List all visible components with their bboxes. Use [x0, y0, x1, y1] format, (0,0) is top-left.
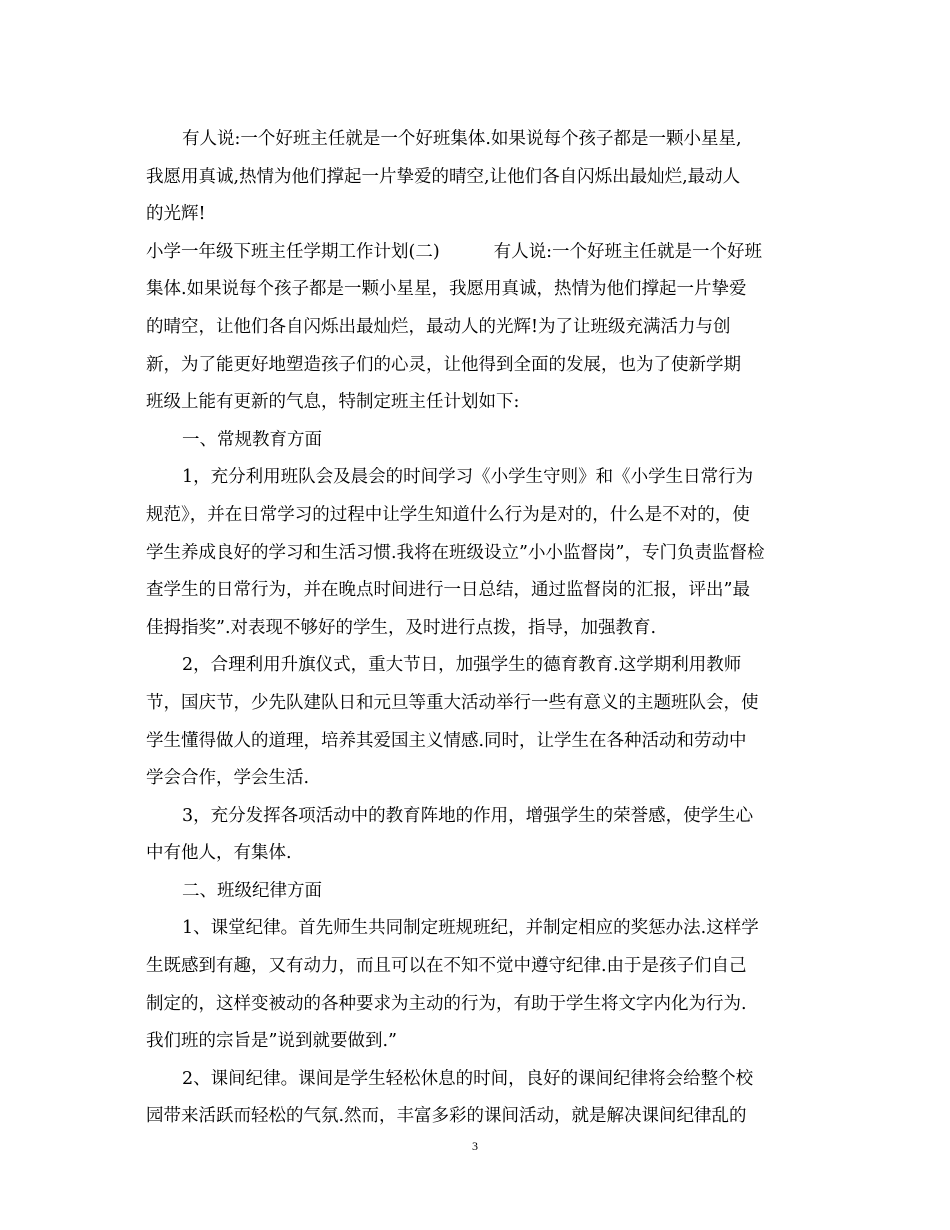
- page-number: 3: [472, 1139, 478, 1153]
- text-line-with-title: [146, 234, 812, 272]
- text-line: 2、课间纪律。课间是学生轻松休息的时间，良好的课间纪律将会给整个校: [182, 1068, 754, 1089]
- text-line: 查学生的日常行为，并在晚点时间进行一日总结，通过监督岗的汇报，评出”最: [146, 580, 750, 601]
- text-line: 集体.如果说每个孩子都是一颗小星星，我愿用真诚，热情为他们撑起一片挚爱: [146, 279, 747, 300]
- text-line: 规范》，并在日常学习的过程中让学生知道什么行为是对的，什么是不对的，使: [146, 504, 750, 525]
- text-line: 学生养成良好的学习和生活习惯.我将在班级设立”小小监督岗”，专门负责监督检: [146, 542, 765, 563]
- text-line: 2，合理利用升旗仪式，重大节日，加强学生的德育教育.这学期利用教师: [182, 655, 742, 676]
- text-fragment: 有人说:一个好班主任就是一个好班: [493, 241, 763, 262]
- text-line: 佳拇指奖”.对表现不够好的学生，及时进行点拨，指导，加强教育.: [146, 617, 657, 638]
- text-line: 的晴空，让他们各自闪烁出最灿烂，最动人的光辉!为了让班级充满活力与创: [146, 316, 731, 337]
- section-heading: 二、班级纪律方面: [182, 880, 322, 901]
- text-line: 制定的，这样变被动的各种要求为主动的行为，有助于学生将文字内化为行为.: [146, 993, 747, 1014]
- text-line: 新，为了能更好地塑造孩子们的心灵，让他得到全面的发展，也为了使新学期: [146, 354, 741, 375]
- text-line: 学会合作，学会生活.: [146, 768, 310, 789]
- text-line: 1、课堂纪律。首先师生共同制定班规班纪，并制定相应的奖惩办法.这样学: [182, 918, 759, 939]
- document-body: [146, 121, 812, 1136]
- text-line: 中有他人，有集体.: [146, 843, 292, 864]
- section-title: 小学一年级下班主任学期工作计划(二): [146, 241, 440, 262]
- text-line: 学生懂得做人的道理，培养其爱国主义情感.同时，让学生在各种活动和劳动中: [146, 730, 747, 751]
- text-line: 的光辉!: [146, 204, 206, 225]
- text-line: 节，国庆节，少先队建队日和元旦等重大活动举行一些有意义的主题班队会，使: [146, 692, 759, 713]
- text-line: 我愿用真诚,热情为他们撑起一片挚爱的晴空,让他们各自闪烁出最灿烂,最动人: [146, 166, 741, 187]
- text-line: 有人说:一个好班主任就是一个好班集体.如果说每个孩子都是一颗小星星,: [182, 129, 742, 149]
- text-line: 班级上能有更新的气息，特制定班主任计划如下:: [146, 392, 520, 413]
- text-line: 园带来活跃而轻松的气氛.然而，丰富多彩的课间活动，就是解决课间纪律乱的: [146, 1106, 747, 1127]
- text-line: 3，充分发挥各项活动中的教育阵地的作用，增强学生的荣誉感，使学生心: [182, 805, 754, 826]
- text-line: 1，充分利用班队会及晨会的时间学习《小学生守则》和《小学生日常行为: [182, 467, 754, 488]
- text-line: 生既感到有趣，又有动力，而且可以在不知不觉中遵守纪律.由于是孩子们自己: [146, 956, 747, 977]
- section-heading: 一、常规教育方面: [182, 429, 322, 450]
- text-line: 我们班的宗旨是”说到就要做到.”: [146, 1031, 397, 1052]
